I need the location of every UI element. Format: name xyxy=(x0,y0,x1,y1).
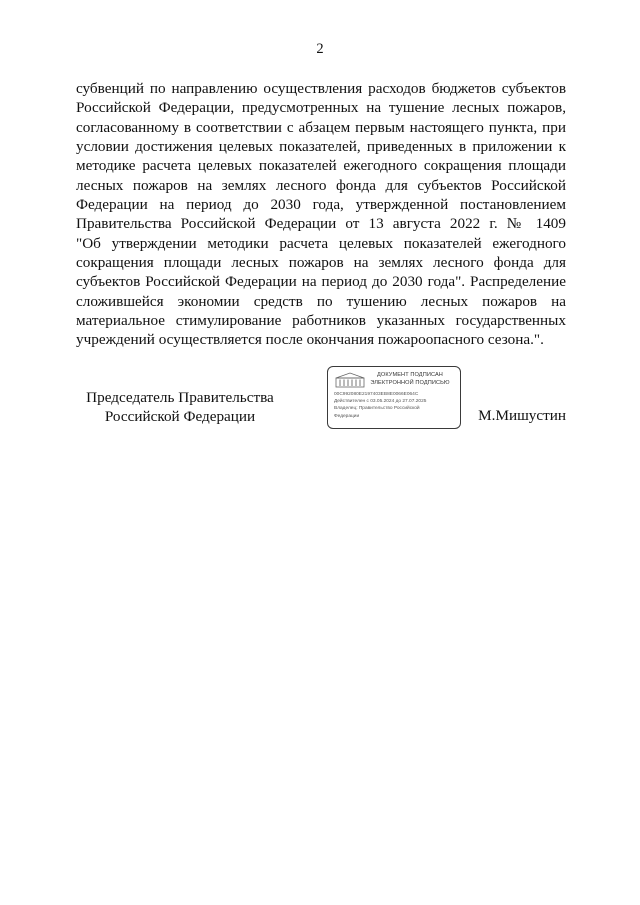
body-line: методике расчета целевых показателей ежегодного сокращения площади xyxy=(76,157,566,175)
stamp-certificate: 00C992080E2197403EB8E0066E064C xyxy=(334,392,419,397)
body-line: материальное стимулирование работников указанных государственных xyxy=(76,312,566,330)
stamp-title xyxy=(362,371,458,387)
stamp-title-line: ДОКУМЕНТ ПОДПИСАН xyxy=(377,372,443,378)
body-line: лесных пожаров на землях лесного фонда для субъектов Российской xyxy=(76,176,566,194)
body-line: сложившейся экономии средств по тушению лесных пожаров на xyxy=(76,292,566,310)
stamp-validity: Действителен с 03.05.2024 до 27.07.2025 xyxy=(334,399,427,405)
stamp-title-line: ЭЛЕКТРОННОЙ ПОДПИСЬЮ xyxy=(370,380,450,386)
signatory-position-line: Российской Федерации xyxy=(104,407,256,425)
page-number: 2 xyxy=(316,41,324,57)
body-line: "Об утверждении методики расчета целевых показателей ежегодного xyxy=(76,234,566,252)
signatory-name: М.Мишустин xyxy=(478,407,566,424)
body-line: Российской Федерации, предусмотренных на тушение лесных пожаров, xyxy=(76,99,566,117)
body-line: Федерации на период до 2030 года, утвержденной постановлением xyxy=(76,196,566,214)
signatory-position xyxy=(76,389,284,426)
body-line: учреждений осуществляется после окончания пожароопасного сезона.". xyxy=(76,331,544,349)
signatory-position-line: Председатель Правительства xyxy=(86,389,274,406)
body-line: субвенций по направлению осуществления расходов бюджетов субъектов xyxy=(76,80,566,97)
stamp-owner: Владелец: Правительство Российской xyxy=(334,406,420,412)
body-line: сокращения площади лесных пожаров на землях лесного фонда для xyxy=(76,254,566,272)
body-line: условии достижения целевых показателей, приведенных в приложении к xyxy=(76,138,566,156)
stamp-owner: Федерации xyxy=(334,413,360,419)
state-emblem-icon xyxy=(335,372,365,388)
body-paragraph xyxy=(76,79,566,350)
body-line: согласованному в соответствии с абзацем первым настоящего пункта, при xyxy=(76,118,566,136)
body-line: Правительства Российской Федерации от 13 августа 2022 г. № 1409 xyxy=(76,215,566,233)
body-line: субъектов Российской Федерации на период до 2030 года". Распределение xyxy=(76,273,566,291)
